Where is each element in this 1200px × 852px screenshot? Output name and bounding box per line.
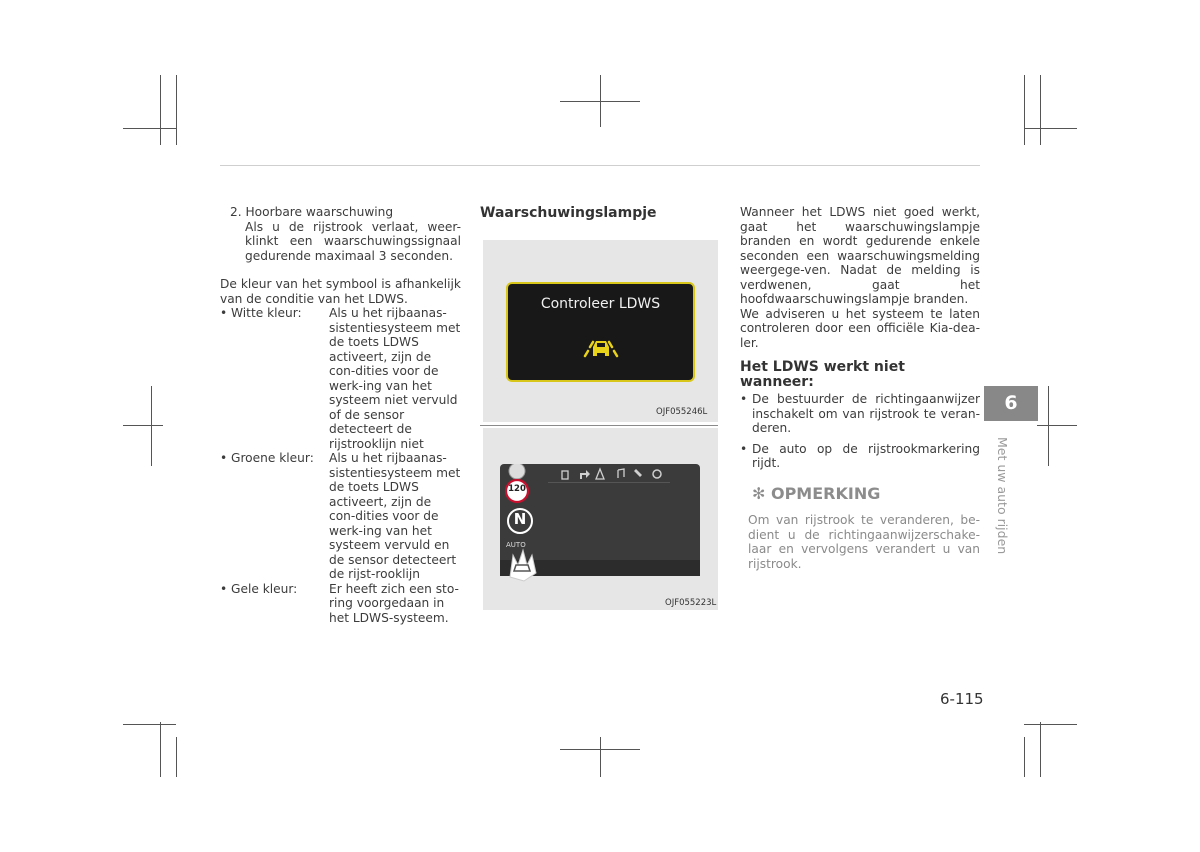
bullet-key: Groene kleur: [231,451,314,465]
crop-mark [1024,737,1025,777]
right-paragraph: Wanneer het LDWS niet goed werkt, gaat het waarschuwingslampje branden en wordt gedurende enkele seconden een waarschuwingsmelding weergege-ven. Nadat de melding is verdwenen, gaat het hoofdwaarschuwingslampje branden. [740,205,980,306]
chapter-tab: 6 [984,386,1038,421]
color-intro: De kleur van het symbool is afhankelijk van de conditie van het LDWS. [220,277,461,306]
right-column [740,205,980,571]
list-item-text: De auto op de rijstrookmarkering rijdt. [752,441,980,470]
crop-mark [1037,425,1077,426]
bullet-dot: • [740,441,748,456]
note-text: Om van rijstrook te veranderen, be-dient u de richtingaanwijzerschake-laar en vervolgens verandert u van rijstrook. [748,513,980,571]
bullet-key: Witte kleur: [231,306,302,320]
crop-mark [1024,724,1077,725]
lcd-display [506,282,695,382]
crop-mark [600,737,601,777]
lane-departure-icon [578,336,624,358]
bullet-desc: Er heeft zich een sto-ring voorgedaan in het LDWS-systeem. [329,581,459,625]
bullet-yellow [220,582,461,626]
right-paragraph-2: We adviseren u het systeem te laten controleren door een officiële Kia-dea-ler. [740,306,980,350]
bullet-desc: Als u het rijbaanas-sistentiesysteem met de toets LDWS activeert, zijn de con-dities voor de werk-ing van het systeem niet vervuld of de sensor detecteert de rijstrooklijn niet [329,306,461,451]
section-heading: Waarschuwingslampje [480,205,657,221]
crop-mark [123,128,176,129]
header-rule [220,165,980,166]
item2-title: 2. Hoorbare waarschuwing [230,205,394,219]
auto-label: AUTO [506,541,526,549]
trip-icon [562,471,568,479]
car-icon [509,464,525,479]
figure-code: OJF055246L [656,407,708,417]
bullet-dot: • [220,581,228,596]
chapter-title: Met uw auto rijden [995,437,1010,555]
bullet-dot: • [740,392,748,406]
page-number: 6-115 [940,690,984,708]
tool-icon [634,469,642,477]
figure-code: OJF055223L [665,598,717,608]
bullet-green [220,451,461,582]
subheading: Het LDWS werkt niet wanneer: [740,359,905,390]
crop-mark [1024,75,1025,145]
crop-mark [160,75,161,145]
list-item [740,392,980,436]
crop-mark [1040,75,1041,145]
navigation-icon [580,470,590,479]
menu-icons [560,467,670,481]
menu-underline [548,482,670,483]
left-column [220,205,461,625]
crop-mark [1040,722,1041,777]
bullet-desc: Als u het rijbaanas-sistentiesysteem met de toets LDWS activeert, zijn de con-dities voor de werk-ing van het systeem vervuld en de sensor detecteert de rijst-rooklijn [329,451,461,581]
crop-mark [123,724,176,725]
crop-mark [151,386,152,466]
speed-limit-value: 120 [508,484,526,494]
gear-value: N [513,510,527,528]
figure-separator [480,425,718,426]
lcd-message: Controleer LDWS [540,296,661,312]
bullet-dot: • [220,306,228,320]
crop-mark [1048,386,1049,466]
item2-text: Als u de rijstrook verlaat, weer-klinkt een waarschuwingssignaal gedurende maximaal 3 seconden. [245,219,461,263]
bullet-key: Gele kleur: [231,581,298,596]
crop-mark [176,737,177,777]
figure-lcd-warning [483,240,718,422]
figure-cluster [483,428,718,610]
list-item-text: De bestuurder de richtingaanwijzer inschakelt om van rijstrook te veran-deren. [752,392,980,435]
driver-assist-icon [596,469,604,479]
settings-icon [653,470,661,478]
list-item [740,442,980,471]
crop-mark [176,75,177,145]
crop-mark [1024,128,1077,129]
music-icon [618,469,624,478]
bullet-white [220,306,461,451]
crop-mark [160,722,161,777]
bullet-dot: • [220,451,228,465]
note-title: ✻ OPMERKING [752,483,881,503]
crop-mark [123,425,163,426]
crop-mark [600,75,601,127]
